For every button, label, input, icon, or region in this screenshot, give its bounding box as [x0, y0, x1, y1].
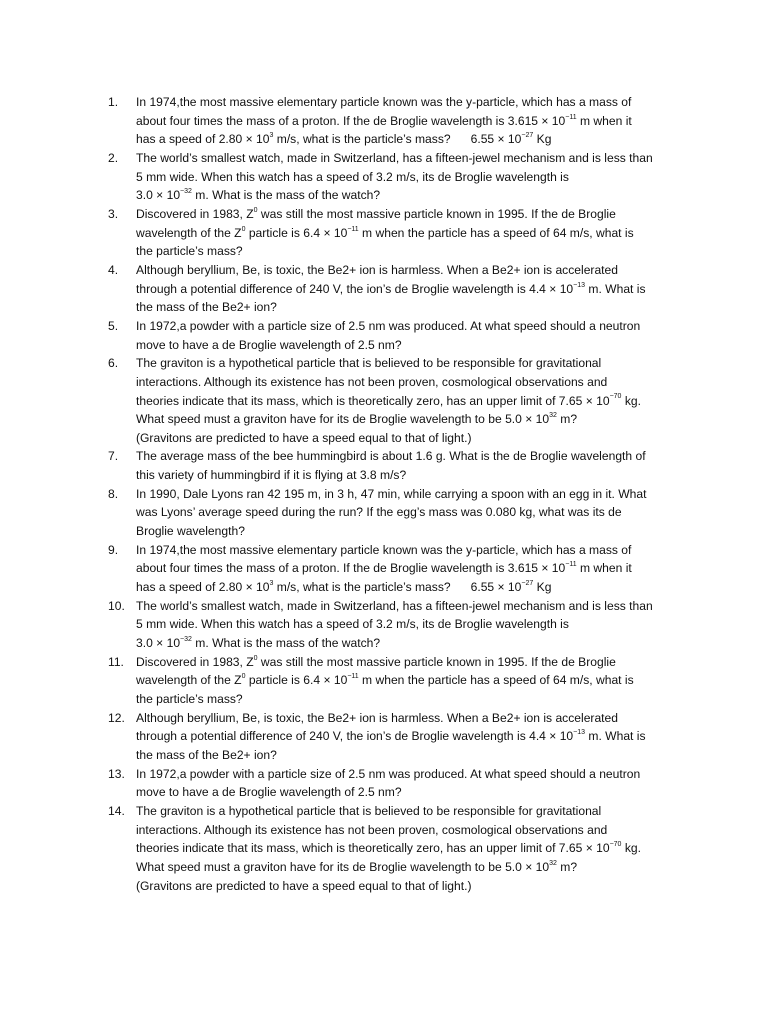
problem-item [108, 447, 680, 484]
problem-number: 12. [108, 710, 125, 725]
problem-item [108, 149, 680, 205]
exponent: 3 [269, 132, 274, 140]
problem-number: 5. [108, 318, 119, 333]
text-run: The world’s smallest watch, made in Switzerland, has a fifteen-jewel mechanism and is less than 5 mm wide. When this watch has a speed of 3.2 m/s, its de Broglie wavelength is 3.0 × 10 [136, 598, 653, 651]
exponent: −11 [565, 561, 577, 569]
text-run: m when the particle has a speed of 64 m/s, what is the particle’s mass? [136, 225, 634, 259]
exponent: 32 [549, 412, 557, 420]
exponent: 0 [253, 654, 258, 662]
problem-number: 4. [108, 262, 119, 277]
exponent: −70 [609, 841, 622, 849]
problem-text [136, 653, 680, 709]
problem-text [136, 802, 680, 895]
problem-item [108, 205, 680, 261]
text-run: Kg [533, 580, 552, 595]
text-run: Discovered in 1983, Z [136, 206, 254, 221]
problem-item [108, 802, 680, 895]
text-run: Although beryllium, Be, is toxic, the Be2+ ion is harmless. When a Be2+ ion is accelerated through a potential difference of 240 V, the ion’s de Broglie wavelength is 4.4 × 10 [136, 262, 618, 296]
text-run: m when it has a speed of 2.80 × 10 [136, 561, 632, 595]
problem-number: 13. [108, 766, 125, 781]
problem-text [136, 354, 680, 447]
problem-text [136, 447, 680, 484]
text-run: kg. What speed must a graviton have for its de Broglie wavelength to be 5.0 × 10 [136, 393, 641, 427]
text-run: The graviton is a hypothetical particle that is believed to be responsible for gravitational interactions. Although its existence has not been proven, cosmological observations and theories indicate that its mass, which is theoretically zero, has an upper limit of 7.65 × 10 [136, 356, 610, 408]
problem-item [108, 765, 680, 802]
text-run: particle is 6.4 × 10 [245, 225, 348, 240]
text-run: In 1974,the most massive elementary particle known was the y-particle, which has a mass of about four times the mass of a proton. If the de Broglie wavelength is 3.615 × 10 [136, 95, 632, 128]
problem-number: 9. [108, 542, 119, 557]
text-run: Kg [533, 132, 552, 147]
problem-number: 3. [108, 206, 119, 221]
text-run: was still the most massive particle known in 1995. If the de Broglie wavelength of the Z [136, 654, 616, 688]
text-run: m. What is the mass of the watch? [191, 636, 381, 651]
answer-text: 6.55 × 10 [470, 580, 522, 595]
answer-text: 6.55 × 10 [470, 132, 522, 147]
problem-number: 6. [108, 356, 119, 371]
exponent: 0 [241, 673, 246, 681]
exponent: −13 [573, 281, 586, 289]
exponent: −32 [180, 188, 192, 196]
text-run: was still the most massive particle known in 1995. If the de Broglie wavelength of the Z [136, 206, 616, 240]
text-run: The average mass of the bee hummingbird is about 1.6 g. What is the de Broglie wavelength of this variety of hummingbird if it is flying at 3.8 m/s? [136, 449, 646, 483]
problem-text [136, 149, 680, 205]
problem-text [136, 205, 680, 261]
problem-text [136, 485, 680, 541]
problem-list [108, 93, 680, 895]
text-run: kg. What speed must a graviton have for its de Broglie wavelength to be 5.0 × 10 [136, 841, 641, 874]
problem-number: 14. [108, 803, 125, 818]
problem-text [136, 541, 680, 597]
text-run: In 1972,a powder with a particle size of 2.5 nm was produced. At what speed should a neutron move to have a de Broglie wavelength of 2.5 nm? [136, 318, 641, 352]
text-run: In 1972,a powder with a particle size of 2.5 nm was produced. At what speed should a neutron move to have a de Broglie wavelength of 2.5 nm? [136, 766, 641, 800]
problem-number: 2. [108, 150, 119, 165]
problem-item [108, 354, 680, 447]
exponent: −11 [347, 673, 359, 681]
text-run: m when the particle has a speed of 64 m/s, what is the particle’s mass? [136, 673, 634, 706]
exponent: 3 [269, 580, 274, 588]
text-run: The world’s smallest watch, made in Switzerland, has a fifteen-jewel mechanism and is less than 5 mm wide. When this watch has a speed of 3.2 m/s, its de Broglie wavelength is 3.0 × 10 [136, 150, 653, 203]
text-run: particle is 6.4 × 10 [245, 673, 348, 688]
problem-text [136, 261, 680, 317]
problem-item [108, 597, 680, 653]
problem-item [108, 317, 680, 354]
problem-text [136, 765, 680, 802]
exponent: −11 [347, 225, 359, 233]
problem-text [136, 709, 680, 765]
problem-item [108, 653, 680, 709]
text-run: m. What is the mass of the Be2+ ion? [136, 729, 646, 762]
problem-text [136, 597, 680, 653]
problem-item [108, 541, 680, 597]
text-run: m when it has a speed of 2.80 × 10 [136, 113, 632, 147]
problem-number: 7. [108, 449, 119, 464]
text-run: m. What is the mass of the watch? [191, 188, 381, 203]
exponent: 32 [549, 859, 557, 867]
text-run: m. What is the mass of the Be2+ ion? [136, 281, 646, 315]
problem-item [108, 261, 680, 317]
text-run: m/s, what is the particle’s mass? [273, 132, 451, 147]
problem-text [136, 317, 680, 354]
problem-item [108, 709, 680, 765]
text-run: In 1990, Dale Lyons ran 42 195 m, in 3 h, 47 min, while carrying a spoon with an egg in it. What was Lyons’ average speed during the run? If the egg’s mass was 0.080 kg, what was its de Broglie wavelength? [136, 486, 647, 539]
text-run: m? (Gravitons are predicted to have a speed equal to that of light.) [136, 412, 578, 445]
text-run: Discovered in 1983, Z [136, 654, 254, 669]
problem-item [108, 93, 680, 149]
text-run: m/s, what is the particle’s mass? [273, 580, 451, 595]
exponent: −27 [521, 580, 534, 588]
text-run: In 1974,the most massive elementary particle known was the y-particle, which has a mass of about four times the mass of a proton. If the de Broglie wavelength is 3.615 × 10 [136, 542, 632, 576]
text-run: The graviton is a hypothetical particle that is believed to be responsible for gravitational interactions. Although its existence has not been proven, cosmological observations and theories indicate that its mass, which is theoretically zero, has an upper limit of 7.65 × 10 [136, 803, 610, 856]
exponent: −13 [573, 729, 586, 737]
problem-number: 11. [108, 654, 124, 669]
exponent: −70 [609, 393, 622, 401]
text-run: Although beryllium, Be, is toxic, the Be2+ ion is harmless. When a Be2+ ion is accelerated through a potential difference of 240 V, the ion’s de Broglie wavelength is 4.4 × 10 [136, 710, 618, 744]
text-run: m? (Gravitons are predicted to have a speed equal to that of light.) [136, 859, 578, 893]
problem-number: 1. [108, 95, 119, 109]
exponent: −11 [565, 113, 577, 121]
exponent: 0 [253, 206, 258, 214]
problem-text [136, 93, 680, 149]
exponent: −27 [521, 132, 534, 140]
problem-number: 10. [108, 598, 125, 613]
problem-item [108, 485, 680, 541]
exponent: −32 [180, 636, 192, 643]
exponent: 0 [241, 225, 246, 233]
problem-number: 8. [108, 486, 119, 501]
